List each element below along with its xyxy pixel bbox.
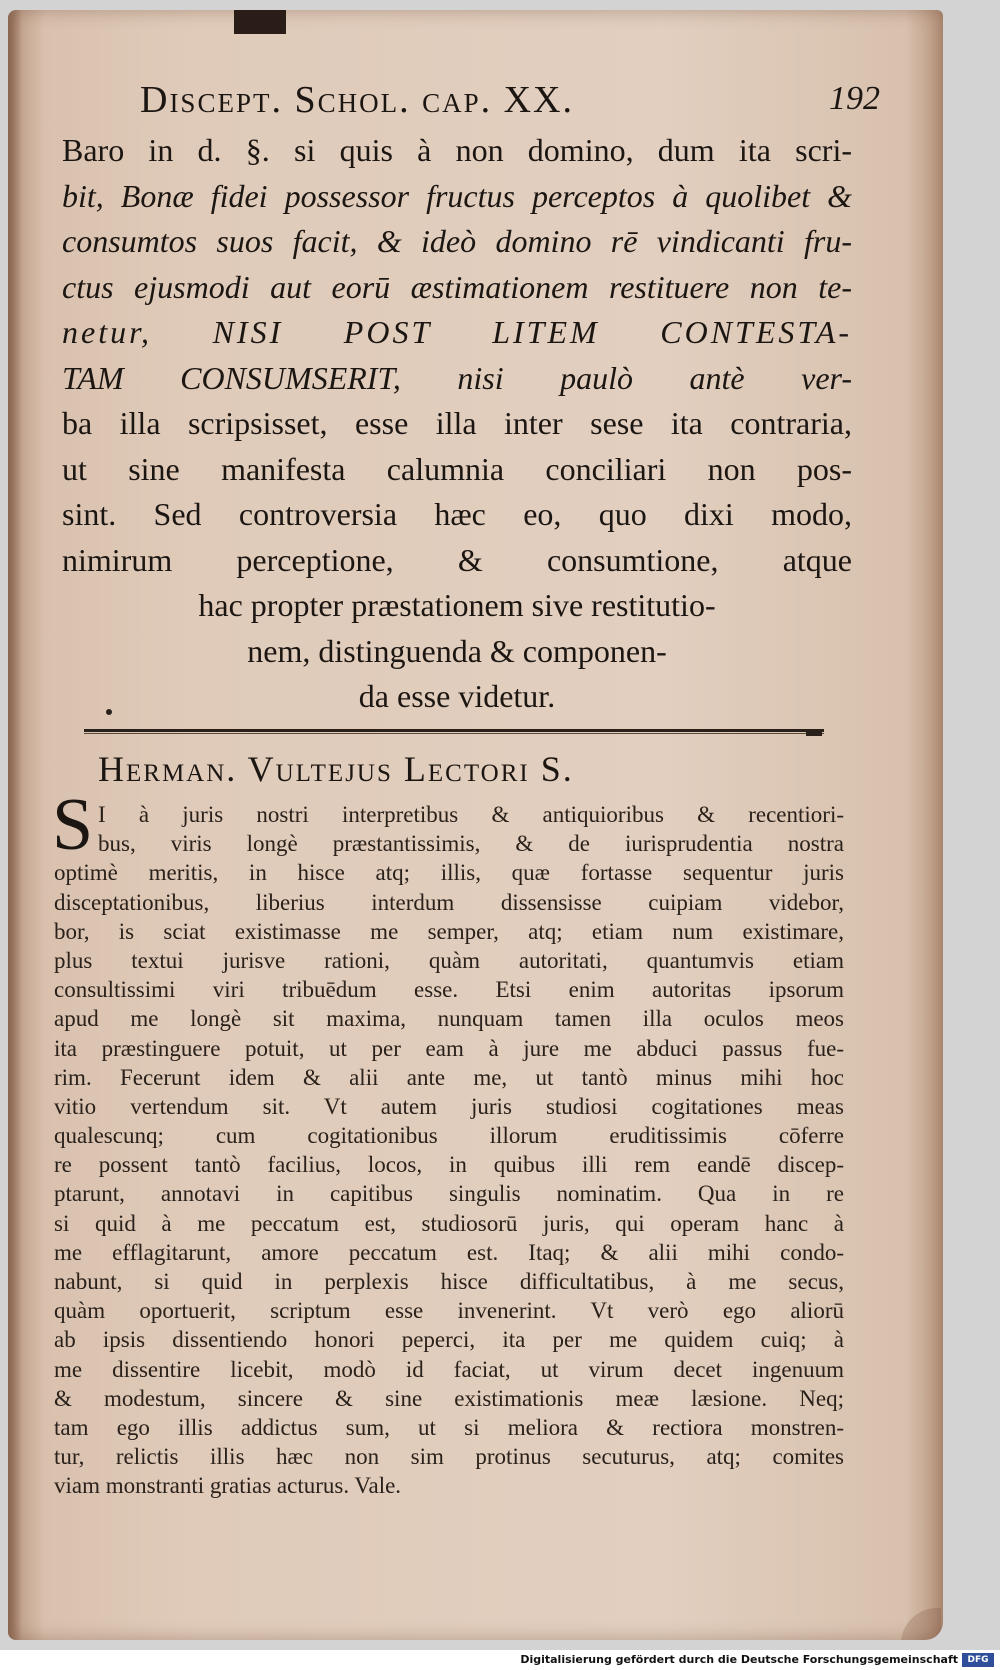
text-line: consultissimi viri tribuēdum esse. Etsi enim autoritas ipsorum: [54, 977, 844, 1003]
text-line: ab ipsis dissentiendo honori peperci, ita per me quidem cuiq; à: [54, 1327, 844, 1353]
digitization-footer: [0, 1650, 1000, 1670]
text-line: rim. Fecerunt idem & alii ante me, ut tantò minus mihi hoc: [54, 1064, 844, 1090]
drop-cap: S: [52, 784, 94, 866]
running-title: Discept. Schol. cap. XX.: [140, 79, 575, 121]
section-heading: Herman. Vultejus Lectori S.: [98, 749, 574, 789]
upper-text-block: [62, 128, 852, 720]
text-line: bit, Bonæ fidei possessor fructus perceptos à quolibet &: [62, 177, 852, 214]
binding-shadow: [8, 10, 22, 1640]
text-line: quàm oportuerit, scriptum esse invenerint. Vt verò ego aliorū: [54, 1298, 844, 1324]
text-line: hac propter præstationem sive restitutio-: [198, 587, 716, 623]
text-line: consumtos suos facit, & ideò domino rē vindicanti fru-: [62, 223, 852, 259]
text-line: re possent tantò facilius, locos, in quibus illi rem eandē discep-: [54, 1152, 844, 1178]
text-line: netur, NISI POST LITEM CONTESTA-: [62, 314, 852, 350]
text-line: tam ego illis addictus sum, ut si meliora & rectiora monstren-: [54, 1414, 844, 1440]
text-line: vitio vertendum sit. Vt autem juris studiosi cogitationes meas: [54, 1093, 844, 1119]
section-rule: [84, 729, 824, 732]
text-line: da esse videtur.: [358, 678, 556, 714]
text-line: si quid à me peccatum est, studiosorū juris, qui operam hanc à: [54, 1210, 844, 1236]
text-line: nabunt, si quid in perplexis hisce difficultatibus, à me secus,: [54, 1269, 844, 1294]
page-corner: [901, 1608, 941, 1640]
text-line: TAM CONSUMSERIT, nisi paulò antè ver-: [62, 359, 852, 396]
text-line: apud me longè sit maxima, nunquam tamen illa oculos meos: [54, 1006, 844, 1032]
text-line: disceptationibus, liberius interdum dissensisse cuipiam videbor,: [54, 889, 844, 915]
lower-text-block: [54, 800, 844, 1501]
text-line: & modestum, sincere & sine existimationis meæ læsione. Neq;: [54, 1385, 844, 1411]
text-line: sint. Sed controversia hæc eo, quo dixi modo,: [62, 496, 852, 532]
text-line: optimè meritis, in hisce atq; illis, quæ fortasse sequentur juris: [54, 860, 844, 886]
text-line: plus textui jurisve rationi, quàm autoritati, quantumvis etiam: [54, 947, 844, 973]
text-line: I à juris nostri interpretibus & antiquioribus & recentiori-: [98, 802, 844, 827]
text-line: bus, viris longè præstantissimis, & de iurisprudentia nostra: [98, 831, 844, 857]
text-line: ba illa scripsisset, esse illa inter sese ita contraria,: [62, 405, 852, 441]
page-tab: [234, 10, 286, 34]
ornament-dot: [106, 709, 112, 715]
page-number: 192: [829, 80, 880, 117]
funding-credit: Digitalisierung gefördert durch die Deutsche Forschungsgemeinschaft: [520, 1653, 958, 1666]
dfg-logo: DFG: [962, 1653, 994, 1667]
rule-end-mark: [806, 732, 822, 736]
running-header: [140, 78, 880, 122]
text-line: Baro in d. §. si quis à non domino, dum ita scri-: [62, 132, 852, 168]
text-line: ptarunt, annotavi in capitibus singulis nominatim. Qua in re: [54, 1181, 844, 1207]
text-line: ut sine manifesta calumnia conciliari non pos-: [62, 450, 852, 487]
text-line: me dissentire licebit, modò id faciat, ut virum decet ingenuum: [54, 1356, 844, 1382]
text-line: viam monstranti gratias acturus. Vale.: [54, 1473, 402, 1499]
text-line: me efflagitarunt, amore peccatum est. Itaq; & alii mihi condo-: [54, 1239, 844, 1265]
text-line: ctus ejusmodi aut eorū æstimationem restituere non te-: [62, 268, 852, 305]
text-line: nem, distinguenda & componen-: [247, 632, 667, 669]
text-line: bor, is sciat existimasse me semper, atq; etiam num existimare,: [54, 918, 844, 944]
text-line: ita præstinguere potuit, ut per eam à jure me abduci passus fue-: [54, 1035, 844, 1061]
text-line: tur, relictis illis hæc non sim protinus secuturus, atq; comites: [54, 1444, 844, 1470]
section-rule-thin: [84, 733, 824, 734]
text-line: nimirum perceptione, & consumtione, atque: [62, 541, 852, 578]
text-line: qualescunq; cum cogitationibus illorum eruditissimis cōferre: [54, 1123, 844, 1149]
